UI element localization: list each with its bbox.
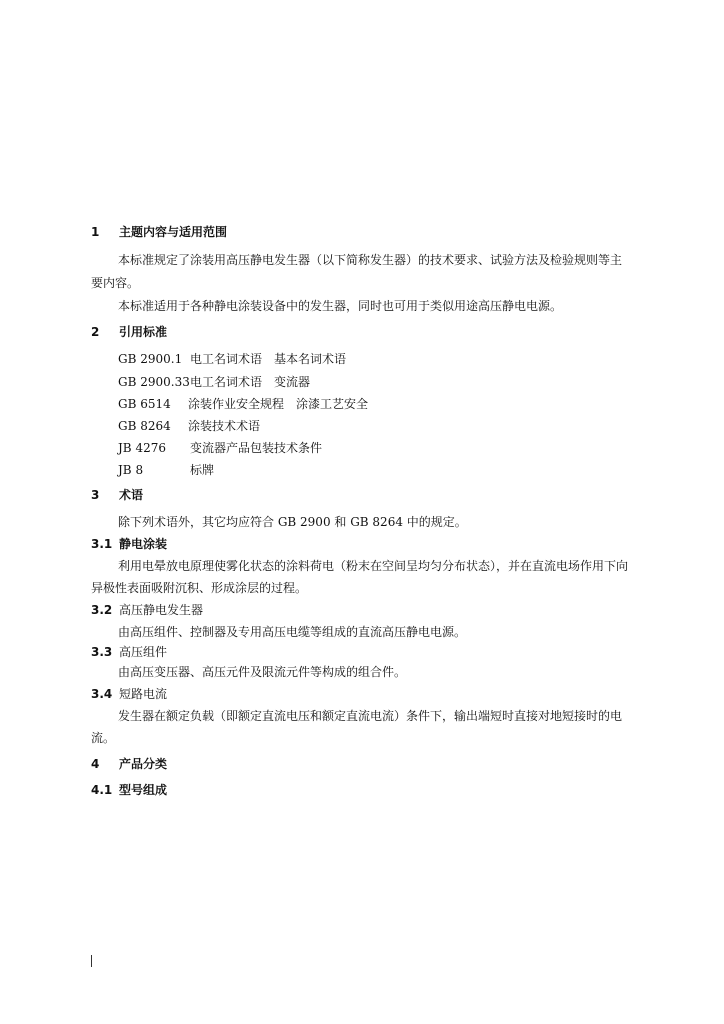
section-2-heading — [91, 324, 167, 340]
section-1-para-2: 本标准适用于各种静电涂装设备中的发生器，同时也可用于类似用途高压静电电源。 — [118, 299, 563, 313]
section-1-para-1-line-1: 本标准规定了涂装用高压静电发生器（以下简称发生器）的技术要求、试验方法及检验规则等主 — [118, 253, 623, 267]
section-1-para-1-line-2: 要内容。 — [91, 276, 140, 290]
reference-title: 涂装技术术语 — [188, 419, 261, 433]
term-3-4-line-2: 流。 — [91, 731, 116, 745]
section-1-title: 主题内容与适用范围 — [119, 225, 228, 239]
term-number: 3.4 — [91, 687, 113, 701]
reference-code: GB 6514 — [118, 397, 171, 411]
term-3-4-line-1: 发生器在额定负载（即额定直流电压和额定直流电流）条件下，输出端短时直接对地短接时的电 — [118, 709, 623, 723]
section-1-number: 1 — [91, 225, 100, 239]
reference-title: 电工名词术语 变流器 — [190, 375, 311, 389]
term-name: 静电涂装 — [119, 537, 168, 551]
term-3-1-heading — [91, 536, 167, 552]
reference-title: 变流器产品包装技术条件 — [190, 441, 323, 455]
reference-title: 电工名词术语 基本名词术语 — [190, 352, 347, 366]
term-3-2-line-1: 由高压组件、控制器及专用高压电缆等组成的直流高压静电电源。 — [118, 625, 467, 639]
term-3-4-heading — [91, 686, 167, 702]
reference-code: GB 2900.1 — [118, 352, 183, 366]
term-number: 3.1 — [91, 537, 113, 551]
section-1-heading — [91, 224, 227, 240]
term-number: 3.2 — [91, 603, 113, 617]
reference-code: JB 8 — [118, 463, 144, 477]
section-4-number: 4 — [91, 757, 100, 771]
term-3-3-heading — [91, 644, 167, 660]
term-3-1-line-1: 利用电晕放电原理使雾化状态的涂料荷电（粉末在空间呈均匀分布状态），并在直流电场作用下向 — [118, 559, 629, 573]
reference-title: 涂装作业安全规程 涂漆工艺安全 — [188, 397, 369, 411]
term-3-1-line-2: 异极性表面吸附沉积、形成涂层的过程。 — [91, 581, 308, 595]
section-4-1-number: 4.1 — [91, 783, 113, 797]
section-4-1-title: 型号组成 — [119, 783, 168, 797]
reference-code: GB 8264 — [118, 419, 171, 433]
term-name: 高压组件 — [119, 645, 168, 659]
term-3-3-line-1: 由高压变压器、高压元件及限流元件等构成的组合件。 — [118, 665, 407, 679]
reference-code: JB 4276 — [118, 441, 166, 455]
reference-title: 标牌 — [190, 463, 215, 477]
section-3-number: 3 — [91, 488, 100, 502]
page-margin-mark — [91, 955, 92, 967]
section-3-heading — [91, 487, 143, 503]
section-4-1-heading — [91, 782, 167, 798]
term-number: 3.3 — [91, 645, 113, 659]
section-3-intro: 除下列术语外，其它均应符合 GB 2900 和 GB 8264 中的规定。 — [118, 515, 467, 529]
section-4-title: 产品分类 — [119, 757, 168, 771]
term-3-2-heading — [91, 602, 203, 618]
section-3-title: 术语 — [119, 488, 144, 502]
term-name: 高压静电发生器 — [119, 603, 204, 617]
section-2-title: 引用标准 — [119, 325, 168, 339]
reference-code: GB 2900.33 — [118, 375, 190, 389]
term-name: 短路电流 — [119, 687, 168, 701]
section-2-number: 2 — [91, 325, 100, 339]
section-4-heading — [91, 756, 167, 772]
